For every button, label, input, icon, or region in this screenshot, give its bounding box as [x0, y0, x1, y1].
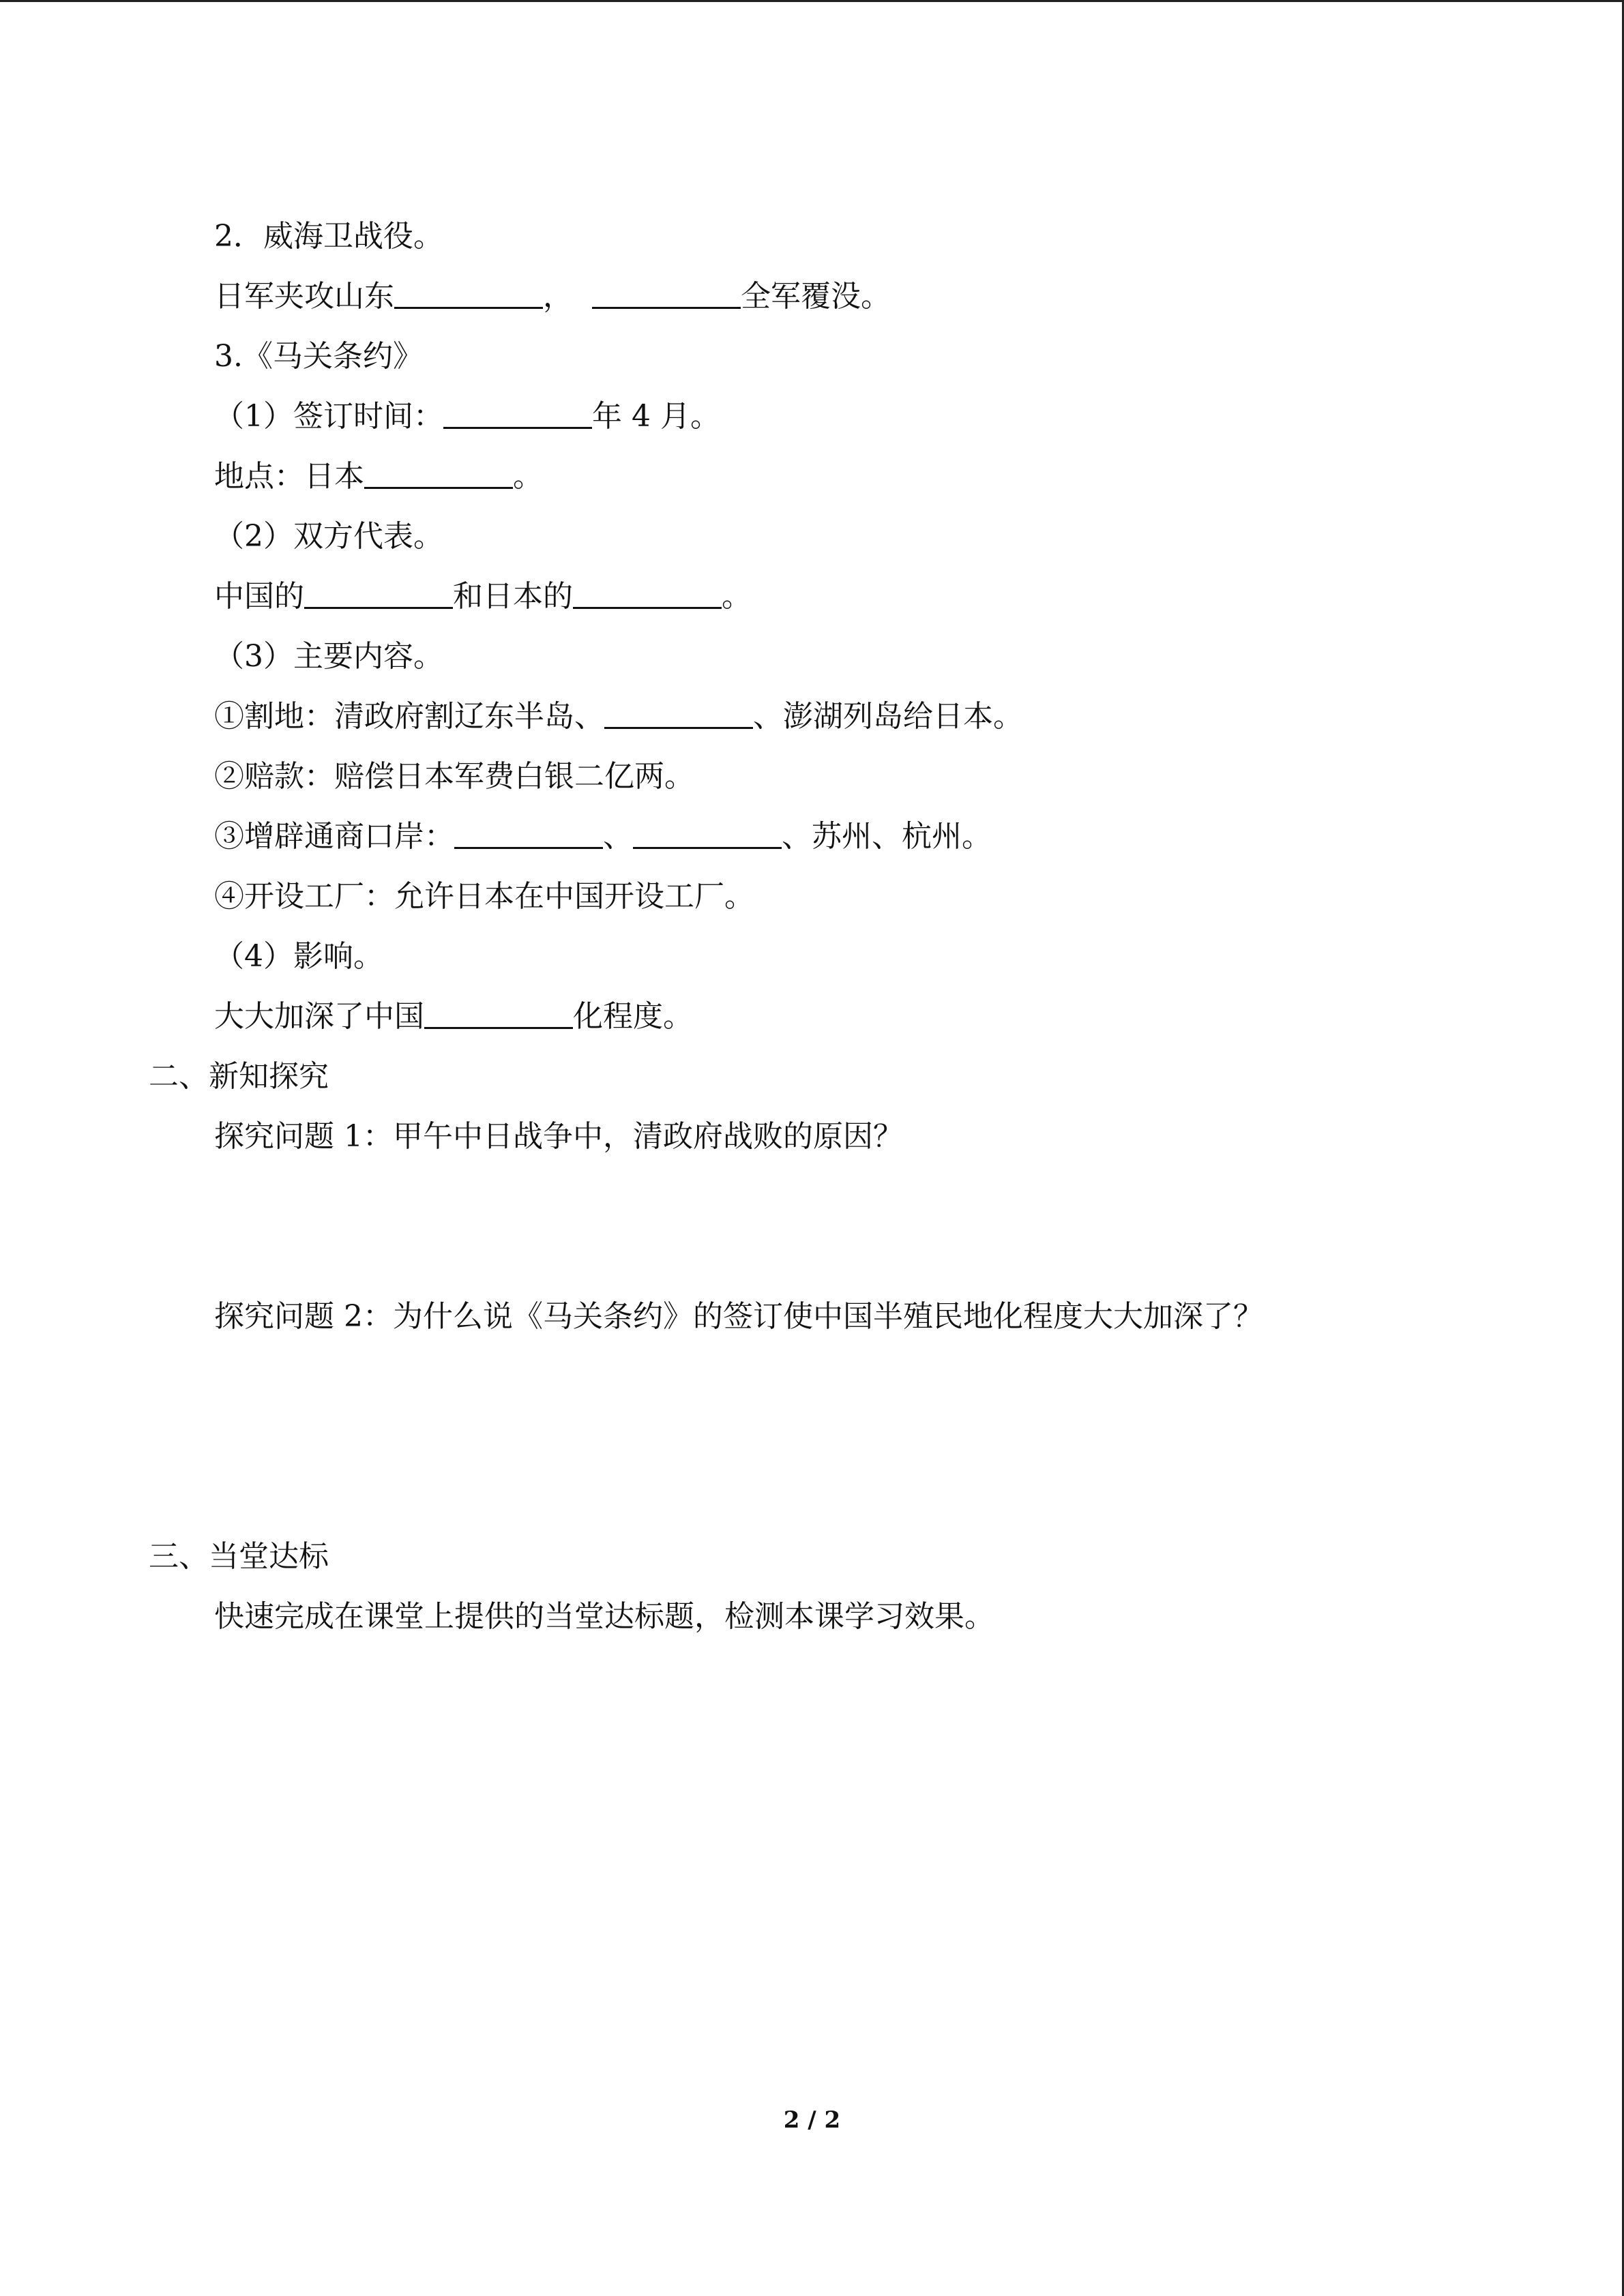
item-cede-territory [214, 696, 1023, 737]
text: 。 [722, 579, 752, 614]
section-heading-practice [149, 1536, 329, 1577]
fill-blank[interactable] [394, 277, 543, 309]
text: 全军覆没。 [741, 279, 891, 314]
item-weihaiwei-heading [214, 216, 443, 257]
question-2 [214, 1296, 1263, 1337]
practice-instruction [214, 1596, 994, 1637]
text: 中国的 [214, 579, 304, 614]
text: 大大加深了中国 [214, 999, 424, 1034]
text: 探究问题 2：为什么说《马关条约》的签订使中国半殖民地化程度大大加深了？ [214, 1299, 1263, 1334]
item-treaty-heading [214, 336, 423, 377]
item-indemnity [214, 756, 694, 797]
text: 快速完成在课堂上提供的当堂达标题，检测本课学习效果。 [214, 1599, 994, 1634]
item-sign-place [214, 456, 543, 497]
text: 、苏州、杭州。 [782, 819, 992, 854]
fill-blank[interactable] [573, 577, 722, 609]
text: 和日本的 [453, 579, 573, 614]
text: 、澎湖列岛给日本。 [753, 699, 1023, 734]
item-content-heading [214, 636, 443, 677]
text: 探究问题 1：甲午中日战争中，清政府战败的原因？ [214, 1119, 903, 1154]
text: （2）双方代表。 [214, 519, 443, 554]
item-representatives-fill [214, 576, 752, 617]
text: 、 [603, 819, 633, 854]
item-weihaiwei-fill [214, 276, 891, 317]
fill-blank[interactable] [424, 997, 573, 1029]
text: 三、当堂达标 [149, 1539, 329, 1574]
fill-blank[interactable] [592, 277, 741, 309]
text: 二、新知探究 [149, 1059, 329, 1094]
item-factories [214, 876, 754, 917]
text: 2．威海卫战役。 [214, 219, 443, 254]
section-heading-explore [149, 1056, 329, 1097]
fill-blank[interactable] [364, 457, 513, 489]
item-sign-time [214, 396, 720, 437]
fill-blank[interactable] [454, 817, 603, 849]
text: ， [543, 279, 573, 314]
text: （1）签订时间： [214, 399, 443, 434]
fill-blank[interactable] [604, 697, 753, 729]
text: 化程度。 [573, 999, 693, 1034]
item-representatives-heading [214, 516, 443, 557]
page-number: 2 / 2 [783, 2106, 841, 2134]
question-1 [214, 1116, 903, 1157]
item-impact-fill [214, 996, 693, 1037]
text: ①割地：清政府割辽东半岛、 [214, 699, 604, 734]
text: 。 [513, 459, 543, 494]
item-impact-heading [214, 936, 383, 977]
text: （4）影响。 [214, 939, 383, 974]
text: ③增辟通商口岸： [214, 819, 454, 854]
text: ②赔款：赔偿日本军费白银二亿两。 [214, 759, 694, 794]
fill-blank[interactable] [304, 577, 453, 609]
item-trade-ports [214, 816, 992, 857]
text: ④开设工厂：允许日本在中国开设工厂。 [214, 879, 754, 914]
text: 地点：日本 [214, 459, 364, 494]
fill-blank[interactable] [443, 397, 592, 429]
text: （3）主要内容。 [214, 639, 443, 674]
fill-blank[interactable] [633, 817, 782, 849]
text: 日军夹攻山东 [214, 279, 394, 314]
text: 年 4 月。 [592, 399, 720, 434]
text: 3.《马关条约》 [214, 339, 423, 374]
